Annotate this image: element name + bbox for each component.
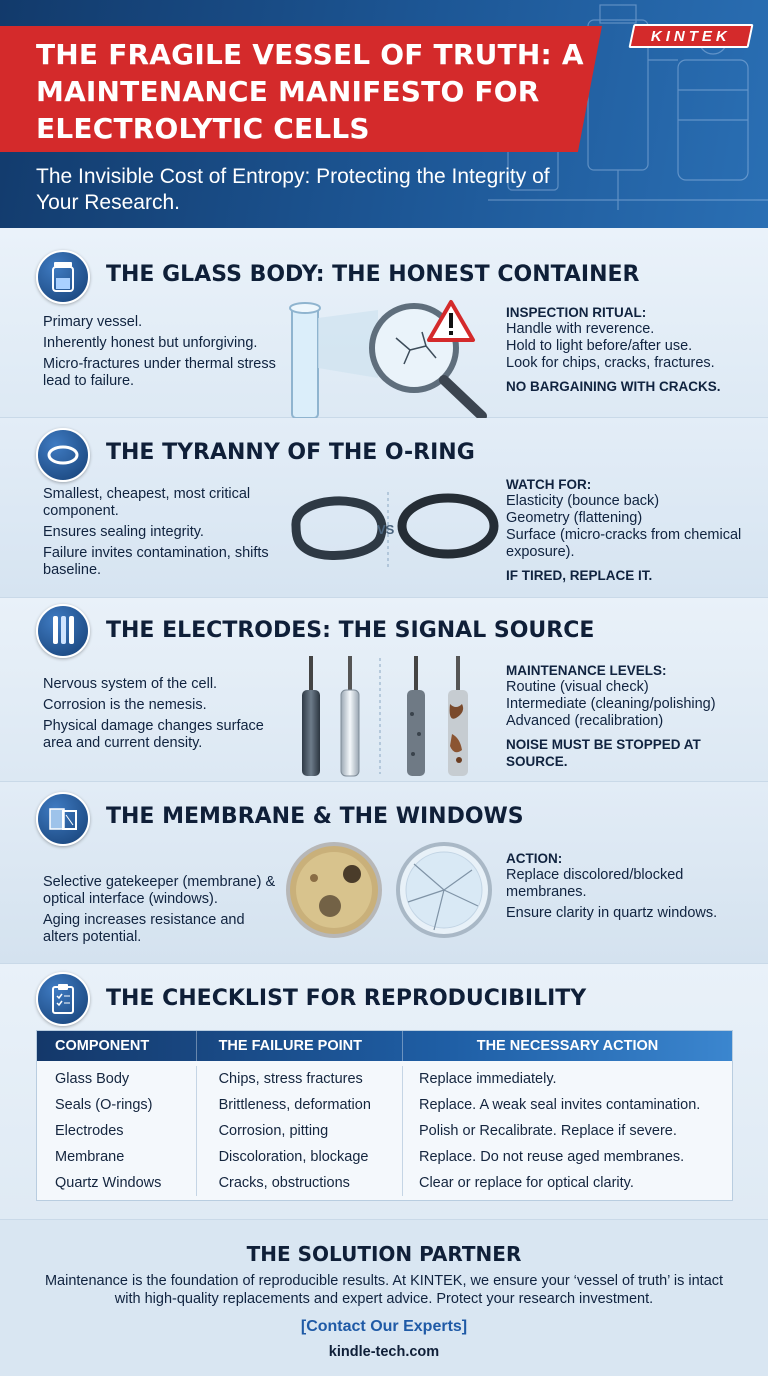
table-body: [37, 1061, 732, 1200]
vs-label: VS: [377, 522, 395, 537]
table-row: [37, 1066, 732, 1092]
section-title: THE GLASS BODY: THE HONEST CONTAINER: [106, 262, 640, 287]
section-title: THE TYRANNY OF THE O-RING: [106, 440, 475, 465]
table-header: [37, 1031, 732, 1061]
table-cell: Corrosion, pitting: [197, 1118, 403, 1144]
logo-text: KINTEK: [651, 27, 731, 45]
panel-heading: ACTION:: [506, 851, 563, 866]
body-line: Nervous system of the cell.: [43, 676, 218, 692]
action-panel: [506, 850, 756, 922]
section-title: THE ELECTRODES: THE SIGNAL SOURCE: [106, 618, 595, 643]
body-line: Aging increases resistance and alters potential.: [43, 912, 245, 945]
body-line: Micro-fractures under thermal stress lead to failure.: [43, 356, 276, 389]
electrodes-illustration: [294, 654, 484, 778]
panel-line: Ensure clarity in quartz windows.: [506, 905, 718, 921]
panel-line: Look for chips, cracks, fractures.: [506, 355, 715, 371]
table-row: [37, 1170, 732, 1196]
cracked-glass-magnifier-illustration: [286, 298, 496, 418]
panel-heading: INSPECTION RITUAL:: [506, 305, 647, 320]
panel-emphasis: IF TIRED, REPLACE IT.: [506, 568, 653, 583]
table-cell: Replace. Do not reuse aged membranes.: [418, 1149, 685, 1165]
table-cell: Glass Body: [37, 1066, 197, 1092]
panel-line: Surface (micro-cracks from chemical exposure).: [506, 527, 742, 560]
table-row: [37, 1118, 732, 1144]
column-header: THE NECESSARY ACTION: [476, 1038, 659, 1054]
panel-line: Routine (visual check): [506, 679, 649, 695]
section-body: [43, 874, 283, 950]
body-line: Failure invites contamination, shifts baseline.: [43, 545, 269, 578]
footer-title: THE SOLUTION PARTNER: [246, 1242, 522, 1266]
table-cell: Clear or replace for optical clarity.: [418, 1175, 634, 1191]
column-header: COMPONENT: [37, 1031, 197, 1061]
inspection-panel: [506, 304, 756, 395]
watch-for-panel: [506, 476, 756, 584]
table-cell: Discoloration, blockage: [197, 1144, 403, 1170]
header-banner: [0, 0, 768, 228]
section-body: [43, 314, 283, 394]
panel-emphasis: NO BARGAINING WITH CRACKS.: [506, 379, 721, 394]
o-ring-icon: [36, 428, 90, 482]
kintek-logo[interactable]: [628, 24, 753, 48]
website-link[interactable]: kindle-tech.com: [328, 1344, 440, 1360]
section-body: [43, 486, 283, 583]
column-header: THE FAILURE POINT: [197, 1031, 403, 1061]
table-cell: Membrane: [37, 1144, 197, 1170]
contact-experts-link[interactable]: [Contact Our Experts]: [300, 1318, 468, 1335]
table-row: [37, 1144, 732, 1170]
body-line: Physical damage changes surface area and current density.: [43, 718, 264, 751]
panel-emphasis: NOISE MUST BE STOPPED AT SOURCE.: [506, 737, 701, 769]
table-cell: Replace immediately.: [418, 1071, 557, 1087]
table-cell: Replace. A weak seal invites contamination.: [418, 1097, 701, 1113]
body-line: Primary vessel.: [43, 314, 143, 330]
panel-line: Advanced (recalibration): [506, 713, 664, 729]
membrane-window-icon: [36, 792, 90, 846]
table-cell: Polish or Recalibrate. Replace if severe.: [418, 1123, 677, 1139]
section-glass-body: [0, 228, 768, 418]
body-line: Inherently honest but unforgiving.: [43, 335, 258, 351]
table-cell: Seals (O-rings): [37, 1092, 197, 1118]
section-title: THE MEMBRANE & THE WINDOWS: [106, 804, 524, 829]
panel-line: Geometry (flattening): [506, 510, 643, 526]
section-title: THE CHECKLIST FOR REPRODUCIBILITY: [106, 986, 587, 1011]
table-cell: Brittleness, deformation: [197, 1092, 403, 1118]
panel-line: Elasticity (bounce back): [506, 493, 660, 509]
electrodes-icon: [36, 604, 90, 658]
table-row: [37, 1092, 732, 1118]
page-subtitle: The Invisible Cost of Entropy: Protecting the Integrity of Your Research.: [36, 165, 550, 214]
panel-line: Replace discolored/blocked membranes.: [506, 867, 684, 900]
glass-jar-icon: [36, 250, 90, 304]
membrane-and-window-illustration: [284, 840, 494, 940]
panel-line: Handle with reverence.: [506, 321, 655, 337]
body-line: Corrosion is the nemesis.: [43, 697, 207, 713]
panel-line: Hold to light before/after use.: [506, 338, 693, 354]
section-body: [43, 676, 283, 756]
panel-line: Intermediate (cleaning/polishing): [506, 696, 716, 712]
table-cell: Cracks, obstructions: [197, 1170, 403, 1196]
page-title: THE FRAGILE VESSEL OF TRUTH: A MAINTENANCE MANIFESTO FOR ELECTROLYTIC CELLS: [36, 38, 584, 145]
maintenance-levels-panel: [506, 662, 756, 770]
checklist-table: [36, 1030, 733, 1201]
table-cell: Quartz Windows: [37, 1170, 197, 1196]
panel-heading: WATCH FOR:: [506, 477, 592, 492]
footer: [0, 1220, 768, 1376]
body-line: Ensures sealing integrity.: [43, 524, 204, 540]
clipboard-checklist-icon: [36, 972, 90, 1026]
table-cell: Electrodes: [37, 1118, 197, 1144]
section-o-ring: [0, 418, 768, 598]
body-line: Smallest, cheapest, most critical component.: [43, 486, 251, 519]
table-cell: Chips, stress fractures: [197, 1066, 403, 1092]
section-electrodes: [0, 598, 768, 782]
footer-text: Maintenance is the foundation of reproducible results. At KINTEK, we ensure your ‘vessel of truth’ is intact with high-quality replacements and expert advice. Protect your research investment.: [44, 1273, 724, 1307]
body-line: Selective gatekeeper (membrane) & optical interface (windows).: [43, 874, 276, 907]
panel-heading: MAINTENANCE LEVELS:: [506, 663, 667, 678]
section-membrane-windows: [0, 782, 768, 964]
